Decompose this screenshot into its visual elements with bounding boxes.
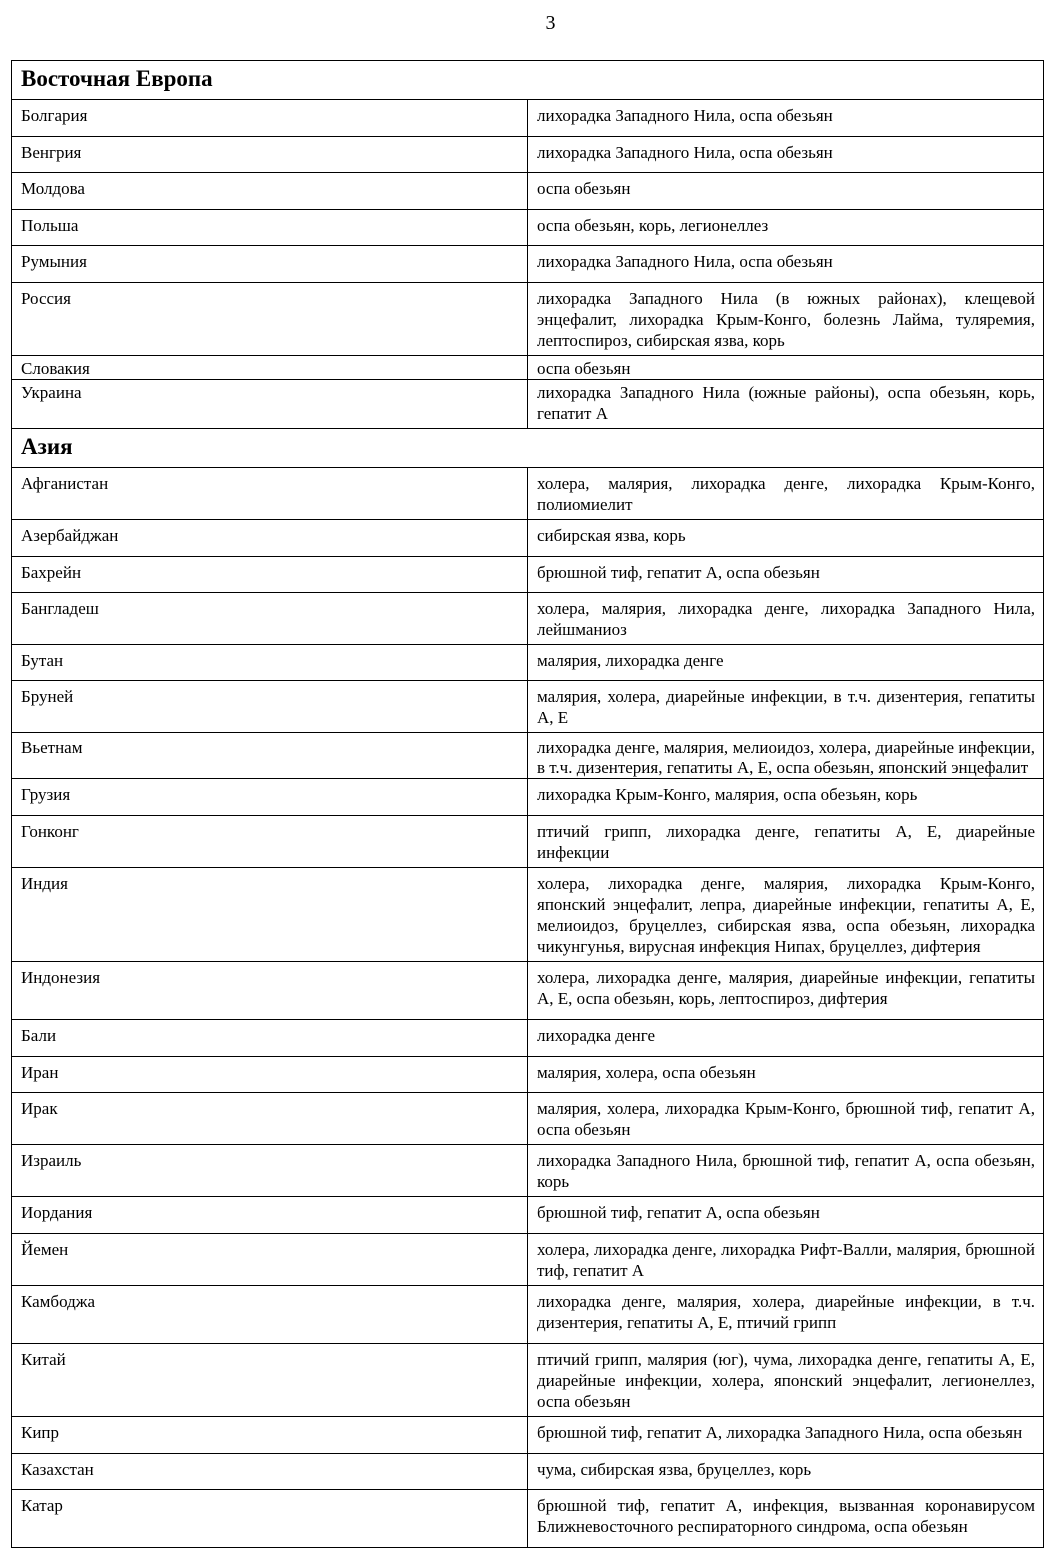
table-row <box>12 1286 1044 1344</box>
country-cell: Ирак <box>12 1093 528 1145</box>
country-cell: Болгария <box>12 100 528 137</box>
diseases-cell: брюшной тиф, гепатит А, лихорадка Западного Нила, оспа обезьян <box>528 1417 1044 1454</box>
table-row <box>12 962 1044 1020</box>
table-row <box>12 779 1044 816</box>
diseases-cell: лихорадка Западного Нила (в южных районах), клещевой энцефалит, лихорадка Крым-Конго, болезнь Лайма, туляремия, лептоспироз, сибирская язва, корь <box>528 283 1044 356</box>
country-cell: Индонезия <box>12 962 528 1020</box>
table-row <box>12 468 1044 520</box>
table-row <box>12 210 1044 246</box>
diseases-cell: холера, малярия, лихорадка денге, лихорадка Западного Нила, лейшманиоз <box>528 593 1044 645</box>
diseases-cell: холера, лихорадка денге, малярия, лихорадка Крым-Конго, японский энцефалит, лепра, диарейные инфекции, гепатиты А, Е, мелиоидоз, бруцеллез, сибирская язва, оспа обезьян, лихорадка чикунгунья, вирусная инфекция Нипах, бруцеллез, дифтерия <box>528 868 1044 962</box>
diseases-cell: брюшной тиф, гепатит А, инфекция, вызванная коронавирусом Ближневосточного респираторного синдрома, оспа обезьян <box>528 1490 1044 1548</box>
table-row <box>12 557 1044 593</box>
section-title: Азия <box>12 429 1044 468</box>
page-number: 3 <box>545 12 556 34</box>
diseases-cell: птичий грипп, малярия (юг), чума, лихорадка денге, гепатиты А, Е, диарейные инфекции, холера, японский энцефалит, легионеллез, оспа обезьян <box>528 1344 1044 1417</box>
diseases-cell: сибирская язва, корь <box>528 520 1044 557</box>
country-cell: Израиль <box>12 1145 528 1197</box>
table-row <box>12 1057 1044 1093</box>
table-row <box>12 520 1044 557</box>
table-row <box>12 356 1044 380</box>
country-cell: Венгрия <box>12 137 528 173</box>
table-row <box>12 100 1044 137</box>
diseases-cell: лихорадка денге <box>528 1020 1044 1057</box>
diseases-cell: чума, сибирская язва, бруцеллез, корь <box>528 1454 1044 1490</box>
country-cell: Грузия <box>12 779 528 816</box>
diseases-cell: лихорадка Западного Нила (южные районы), оспа обезьян, корь, гепатит А <box>528 380 1044 429</box>
diseases-cell: брюшной тиф, гепатит А, оспа обезьян <box>528 1197 1044 1234</box>
disease-table <box>11 60 1044 1548</box>
diseases-cell: лихорадка денге, малярия, мелиоидоз, холера, диарейные инфекции, в т.ч. дизентерия, гепатиты А, Е, оспа обезьян, японский энцефалит <box>528 733 1044 779</box>
table-row <box>12 283 1044 356</box>
diseases-cell: птичий грипп, лихорадка денге, гепатиты А, Е, диарейные инфекции <box>528 816 1044 868</box>
country-cell: Казахстан <box>12 1454 528 1490</box>
country-cell: Вьетнам <box>12 733 528 779</box>
table-row <box>12 868 1044 962</box>
diseases-cell: лихорадка Крым-Конго, малярия, оспа обезьян, корь <box>528 779 1044 816</box>
diseases-cell: лихорадка Западного Нила, оспа обезьян <box>528 100 1044 137</box>
table-row <box>12 645 1044 681</box>
country-cell: Словакия <box>12 356 528 380</box>
diseases-cell: холера, малярия, лихорадка денге, лихорадка Крым-Конго, полиомиелит <box>528 468 1044 520</box>
diseases-cell: холера, лихорадка денге, лихорадка Рифт-Валли, малярия, брюшной тиф, гепатит А <box>528 1234 1044 1286</box>
diseases-cell: лихорадка Западного Нила, брюшной тиф, гепатит А, оспа обезьян, корь <box>528 1145 1044 1197</box>
country-cell: Бахрейн <box>12 557 528 593</box>
country-cell: Россия <box>12 283 528 356</box>
diseases-cell: холера, лихорадка денге, малярия, диарейные инфекции, гепатиты А, Е, оспа обезьян, корь, лептоспироз, дифтерия <box>528 962 1044 1020</box>
country-cell: Иран <box>12 1057 528 1093</box>
table-row <box>12 816 1044 868</box>
diseases-cell: лихорадка денге, малярия, холера, диарейные инфекции, в т.ч. дизентерия, гепатиты А, Е, птичий грипп <box>528 1286 1044 1344</box>
table-row <box>12 681 1044 733</box>
country-cell: Афганистан <box>12 468 528 520</box>
country-cell: Молдова <box>12 173 528 210</box>
table-row <box>12 173 1044 210</box>
section-header-row <box>12 429 1044 468</box>
country-cell: Польша <box>12 210 528 246</box>
country-cell: Бруней <box>12 681 528 733</box>
diseases-cell: лихорадка Западного Нила, оспа обезьян <box>528 137 1044 173</box>
diseases-cell: брюшной тиф, гепатит А, оспа обезьян <box>528 557 1044 593</box>
table-body <box>12 61 1044 1548</box>
table-row <box>12 1234 1044 1286</box>
diseases-cell: оспа обезьян <box>528 173 1044 210</box>
table-row <box>12 1344 1044 1417</box>
country-cell: Украина <box>12 380 528 429</box>
country-cell: Румыния <box>12 246 528 283</box>
country-cell: Азербайджан <box>12 520 528 557</box>
table-row <box>12 1145 1044 1197</box>
country-cell: Камбоджа <box>12 1286 528 1344</box>
table-row <box>12 380 1044 429</box>
country-cell: Кипр <box>12 1417 528 1454</box>
country-cell: Китай <box>12 1344 528 1417</box>
diseases-cell: малярия, холера, диарейные инфекции, в т.ч. дизентерия, гепатиты А, Е <box>528 681 1044 733</box>
diseases-cell: малярия, холера, оспа обезьян <box>528 1057 1044 1093</box>
table-row <box>12 246 1044 283</box>
table-row <box>12 1197 1044 1234</box>
country-cell: Гонконг <box>12 816 528 868</box>
diseases-cell: малярия, лихорадка денге <box>528 645 1044 681</box>
diseases-cell: малярия, холера, лихорадка Крым-Конго, брюшной тиф, гепатит А, оспа обезьян <box>528 1093 1044 1145</box>
table-row <box>12 1093 1044 1145</box>
table-row <box>12 137 1044 173</box>
diseases-cell: оспа обезьян, корь, легионеллез <box>528 210 1044 246</box>
country-cell: Индия <box>12 868 528 962</box>
section-header-row <box>12 61 1044 100</box>
table-row <box>12 1417 1044 1454</box>
country-cell: Иордания <box>12 1197 528 1234</box>
country-cell: Бангладеш <box>12 593 528 645</box>
country-cell: Бутан <box>12 645 528 681</box>
country-cell: Йемен <box>12 1234 528 1286</box>
table-row <box>12 1490 1044 1548</box>
table-row <box>12 733 1044 779</box>
table-row <box>12 593 1044 645</box>
diseases-cell: лихорадка Западного Нила, оспа обезьян <box>528 246 1044 283</box>
table-row <box>12 1454 1044 1490</box>
table-row <box>12 1020 1044 1057</box>
section-title: Восточная Европа <box>12 61 1044 100</box>
diseases-cell: оспа обезьян <box>528 356 1044 380</box>
country-cell: Катар <box>12 1490 528 1548</box>
country-cell: Бали <box>12 1020 528 1057</box>
